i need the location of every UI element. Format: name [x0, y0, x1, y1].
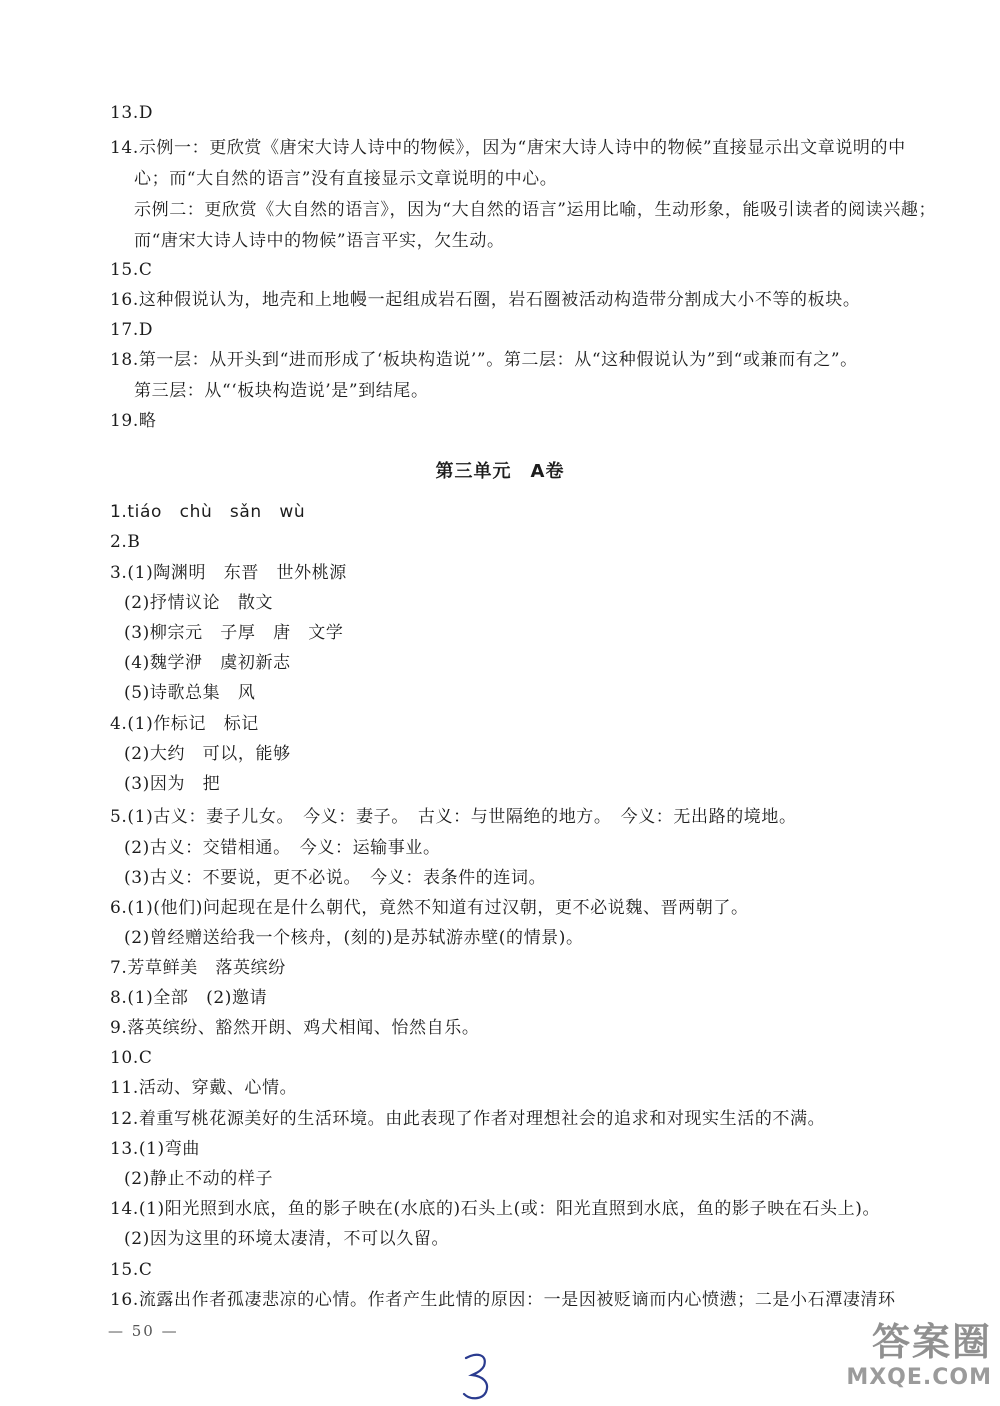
answer-2: 2.B: [110, 532, 141, 552]
answer-9: 9.落英缤纷、豁然开朗、鸡犬相闻、怡然自乐。: [110, 1018, 480, 1038]
watermark: [802, 1320, 992, 1400]
answer-4-3: (3)因为 把: [124, 774, 221, 794]
answer-4-2: (2)大约 可以，能够: [124, 744, 291, 764]
answer-16: 16.流露出作者孤凄悲凉的心情。作者产生此情的原因：一是因被贬谪而内心愤懑；二是小石潭凄清环: [110, 1290, 896, 1310]
answer-13-1: 13.(1)弯曲: [110, 1139, 200, 1159]
answer-14-line-4: 而“唐宋大诗人诗中的物候”语言平实，欠生动。: [134, 231, 505, 251]
answer-14-line-2: 心；而“大自然的语言”没有直接显示文章说明的中心。: [134, 169, 558, 189]
answer-7: 7.芳草鲜美 落英缤纷: [110, 958, 286, 978]
answer-5-2: (2)古义：交错相通。 今义：运输事业。: [124, 838, 441, 858]
answer-3-5: (5)诗歌总集 风: [124, 683, 256, 703]
answer-6-2: (2)曾经赠送给我一个核舟，(刻的)是苏轼游赤壁(的情景)。: [124, 928, 584, 948]
answer-6-1: 6.(1)(他们)问起现在是什么朝代，竟然不知道有过汉朝，更不必说魏、晋两朝了。: [110, 898, 749, 918]
answer-5-3: (3)古义：不要说，更不必说。 今义：表条件的连词。: [124, 868, 547, 888]
answer-3-3: (3)柳宗元 子厚 唐 文学: [124, 623, 344, 643]
answer-15: 15.C: [110, 1260, 153, 1280]
answer-3-1: 3.(1)陶渊明 东晋 世外桃源: [110, 563, 347, 583]
handwritten-mark: [456, 1350, 496, 1402]
answer-11: 11.活动、穿戴、心情。: [110, 1078, 298, 1098]
watermark-domain: MXQE.COM: [846, 1365, 992, 1390]
answer-10: 10.C: [110, 1048, 153, 1068]
answer-13: 13.D: [110, 103, 154, 123]
answer-16: 16.这种假说认为，地壳和上地幔一起组成岩石圈，岩石圈被活动构造带分割成大小不等的板块。: [110, 290, 861, 310]
page-number: — 50 —: [108, 1322, 179, 1340]
answer-18-line-1: 18.第一层：从开头到“进而形成了‘板块构造说’”。第二层：从“这种假说认为”到“或兼而有之”。: [110, 350, 858, 370]
section-title: 第三单元 A卷: [435, 461, 565, 482]
answer-1-pinyin: 1.tiáo chù sǎn wù: [110, 502, 306, 522]
answer-14-line-1: 14.示例一：更欣赏《唐宋大诗人诗中的物候》，因为“唐宋大诗人诗中的物候”直接显示出文章说明的中: [110, 138, 906, 158]
answer-5-1: 5.(1)古义：妻子儿女。 今义：妻子。 古义：与世隔绝的地方。 今义：无出路的境地。: [110, 807, 797, 827]
answer-4-1: 4.(1)作标记 标记: [110, 714, 259, 734]
answer-15: 15.C: [110, 260, 153, 280]
answer-14-line-3: 示例二：更欣赏《大自然的语言》，因为“大自然的语言”运用比喻，生动形象，能吸引读者的阅读兴趣；: [134, 200, 937, 220]
answer-14-1: 14.(1)阳光照到水底，鱼的影子映在(水底的)石头上(或：阳光直照到水底，鱼的影子映在石头上)。: [110, 1199, 881, 1219]
answer-3-4: (4)魏学洢 虞初新志: [124, 653, 291, 673]
answer-19: 19.略: [110, 411, 157, 431]
watermark-logo-text: 答案圈: [871, 1320, 992, 1364]
answer-3-2: (2)抒情议论 散文: [124, 593, 274, 613]
answer-17: 17.D: [110, 320, 154, 340]
answer-13-2: (2)静止不动的样子: [124, 1169, 274, 1189]
answer-8: 8.(1)全部 (2)邀请: [110, 988, 268, 1008]
answer-12: 12.着重写桃花源美好的生活环境。由此表现了作者对理想社会的追求和对现实生活的不满。: [110, 1109, 826, 1129]
answer-14-2: (2)因为这里的环境太凄清，不可以久留。: [124, 1229, 450, 1249]
answer-18-line-2: 第三层：从“‘板块构造说’是”到结尾。: [134, 381, 429, 401]
